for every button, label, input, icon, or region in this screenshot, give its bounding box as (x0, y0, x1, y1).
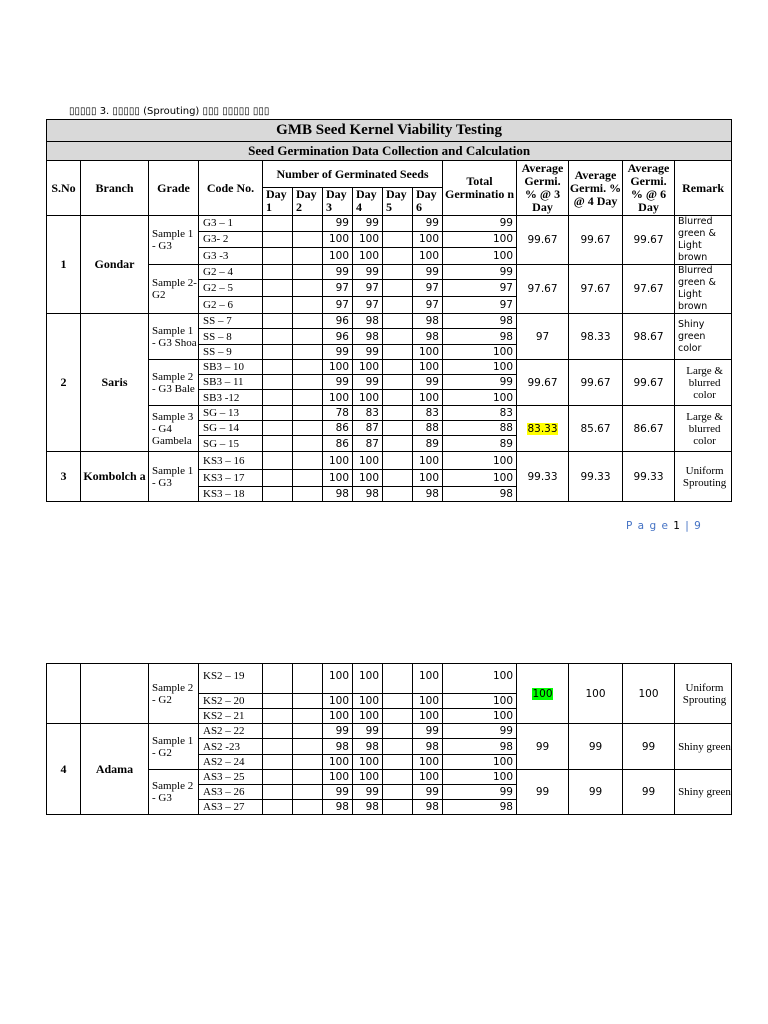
day6-value: 100 (413, 770, 443, 785)
code-cell: KS3 – 16 (199, 452, 263, 470)
day3-value: 100 (323, 709, 353, 724)
table-row (47, 664, 732, 694)
total-value: 100 (443, 248, 517, 265)
day6-value: 88 (413, 421, 443, 436)
day6-value: 100 (413, 231, 443, 248)
day4-value: 98 (353, 487, 383, 502)
avg3-value: 99 (517, 770, 569, 815)
code-cell: SB3 – 10 (199, 360, 263, 375)
branch-sno: 4 (47, 724, 81, 815)
footer-page-number: 1 (673, 520, 681, 532)
day6-value: 89 (413, 436, 443, 452)
avg3-value: 97 (517, 314, 569, 360)
day4-value: 97 (353, 280, 383, 297)
grade-cell: Sample 1 - G2 (149, 724, 199, 770)
avg4-value: 99 (569, 770, 623, 815)
code-cell: G2 – 4 (199, 265, 263, 280)
table-title: GMB Seed Kernel Viability Testing (47, 120, 732, 142)
day6-value: 100 (413, 470, 443, 487)
grade-cell: Sample 1 - G3 Shoa (149, 314, 199, 360)
avg6-value: 99.67 (623, 360, 675, 406)
avg4-value: 99.67 (569, 216, 623, 265)
code-cell: AS2 – 24 (199, 755, 263, 770)
day4-value: 99 (353, 216, 383, 232)
avg6-value: 86.67 (623, 406, 675, 452)
code-cell: SS – 8 (199, 329, 263, 345)
header-sno: S.No (47, 161, 81, 216)
day6-value: 100 (413, 360, 443, 375)
total-value: 100 (443, 470, 517, 487)
total-value: 100 (443, 694, 517, 709)
remark-cell: Large & blurred color (675, 360, 732, 406)
branch-name: Kombolch a (81, 452, 149, 502)
day6-value: 98 (413, 314, 443, 329)
total-value: 100 (443, 770, 517, 785)
code-cell: SB3 – 11 (199, 375, 263, 390)
total-value: 99 (443, 724, 517, 739)
header-code: Code No. (199, 161, 263, 216)
code-cell: AS3 – 25 (199, 770, 263, 785)
total-value: 98 (443, 314, 517, 329)
header-grade: Grade (149, 161, 199, 216)
table-row (47, 452, 732, 470)
total-value: 98 (443, 487, 517, 502)
header-day1: Day 1 (263, 188, 293, 216)
branch-sno: 2 (47, 314, 81, 452)
day4-value: 100 (353, 452, 383, 470)
day3-value: 100 (323, 694, 353, 709)
day6-value: 100 (413, 390, 443, 406)
day6-value: 99 (413, 216, 443, 232)
day4-value: 99 (353, 375, 383, 390)
total-value: 100 (443, 452, 517, 470)
branch-name: Gondar (81, 216, 149, 314)
total-value: 83 (443, 406, 517, 421)
day4-value: 100 (353, 231, 383, 248)
code-cell: AS2 – 22 (199, 724, 263, 739)
header-avg6: Average Germi. % @ 6 Day (623, 161, 675, 216)
code-cell: KS2 – 19 (199, 664, 263, 694)
code-cell: SB3 -12 (199, 390, 263, 406)
total-value: 99 (443, 375, 517, 390)
document-caption: ▯▯▯▯▯ 3. ▯▯▯▯▯ (Sprouting) ▯▯▯ ▯▯▯▯▯ ▯▯▯ (69, 106, 270, 117)
avg4-value: 99.33 (569, 452, 623, 502)
code-cell: SG – 13 (199, 406, 263, 421)
grade-cell: Sample 1 - G3 (149, 216, 199, 265)
avg3-value: 99.67 (517, 216, 569, 265)
branch-name: Adama (81, 724, 149, 815)
day4-value: 100 (353, 664, 383, 694)
remark-cell: Shiny green (675, 724, 732, 770)
total-value: 100 (443, 755, 517, 770)
day3-value: 100 (323, 390, 353, 406)
total-value: 97 (443, 297, 517, 314)
day6-value: 99 (413, 785, 443, 800)
day6-value: 100 (413, 248, 443, 265)
day6-value: 100 (413, 452, 443, 470)
day3-value: 98 (323, 487, 353, 502)
day4-value: 87 (353, 436, 383, 452)
header-remark: Remark (675, 161, 732, 216)
day3-value: 99 (323, 345, 353, 360)
day3-value: 100 (323, 770, 353, 785)
header-day5: Day 5 (383, 188, 413, 216)
total-value: 100 (443, 664, 517, 694)
day6-value: 100 (413, 664, 443, 694)
day6-value: 98 (413, 329, 443, 345)
day4-value: 99 (353, 724, 383, 739)
avg6-value: 98.67 (623, 314, 675, 360)
remark-cell: Shiny green (675, 770, 732, 815)
grade-cell: Sample 2 - G2 (149, 664, 199, 724)
header-germinated: Number of Germinated Seeds (263, 161, 443, 188)
avg6-value: 99 (623, 724, 675, 770)
avg4-value: 85.67 (569, 406, 623, 452)
branch-name: Saris (81, 314, 149, 452)
code-cell: G3 -3 (199, 248, 263, 265)
branch-name-empty (81, 664, 149, 724)
code-cell: KS3 – 18 (199, 487, 263, 502)
header-day4: Day 4 (353, 188, 383, 216)
day3-value: 97 (323, 297, 353, 314)
avg3-value: 99.67 (517, 360, 569, 406)
day6-value: 100 (413, 709, 443, 724)
avg3-value: 99 (517, 724, 569, 770)
avg4-value: 97.67 (569, 265, 623, 314)
avg6-value: 99 (623, 770, 675, 815)
day4-value: 100 (353, 770, 383, 785)
code-cell: SG – 15 (199, 436, 263, 452)
remark-cell: Uniform Sprouting (675, 452, 732, 502)
grade-cell: Sample 2 - G3 Bale (149, 360, 199, 406)
footer-page-total: | 9 (685, 520, 702, 532)
header-branch: Branch (81, 161, 149, 216)
day6-value: 97 (413, 297, 443, 314)
day3-value: 100 (323, 360, 353, 375)
day6-value: 98 (413, 739, 443, 755)
day4-value: 100 (353, 755, 383, 770)
day3-value: 100 (323, 470, 353, 487)
total-value: 97 (443, 280, 517, 297)
total-value: 98 (443, 329, 517, 345)
branch-sno: 1 (47, 216, 81, 314)
day6-value: 100 (413, 694, 443, 709)
day4-value: 98 (353, 800, 383, 815)
total-value: 88 (443, 421, 517, 436)
total-value: 100 (443, 231, 517, 248)
day4-value: 100 (353, 470, 383, 487)
day6-value: 100 (413, 345, 443, 360)
header-day6: Day 6 (413, 188, 443, 216)
total-value: 100 (443, 360, 517, 375)
day4-value: 98 (353, 314, 383, 329)
day6-value: 99 (413, 724, 443, 739)
total-value: 99 (443, 265, 517, 280)
total-value: 89 (443, 436, 517, 452)
grade-cell: Sample 2- G2 (149, 265, 199, 314)
total-value: 99 (443, 216, 517, 232)
day4-value: 97 (353, 297, 383, 314)
day3-value: 96 (323, 314, 353, 329)
germination-table (46, 119, 732, 502)
table-row (47, 406, 732, 421)
day3-value: 78 (323, 406, 353, 421)
highlighted-value: 83.33 (527, 422, 558, 435)
table-row (47, 724, 732, 739)
avg6-value: 99.67 (623, 216, 675, 265)
day4-value: 98 (353, 329, 383, 345)
day3-value: 100 (323, 664, 353, 694)
day6-value: 99 (413, 265, 443, 280)
code-cell: SG – 14 (199, 421, 263, 436)
remark-cell: Large & blurred color (675, 406, 732, 452)
avg4-value: 99.67 (569, 360, 623, 406)
day4-value: 99 (353, 345, 383, 360)
avg3-value (517, 406, 569, 452)
day3-value: 99 (323, 375, 353, 390)
day3-value: 98 (323, 739, 353, 755)
avg6-value: 99.33 (623, 452, 675, 502)
header-avg4: Average Germi. % @ 4 Day (569, 161, 623, 216)
code-cell: AS3 – 26 (199, 785, 263, 800)
day4-value: 98 (353, 739, 383, 755)
avg3-value: 99.33 (517, 452, 569, 502)
day6-value: 98 (413, 800, 443, 815)
header-avg3: Average Germi. % @ 3 Day (517, 161, 569, 216)
avg6-value: 100 (623, 664, 675, 724)
day3-value: 98 (323, 800, 353, 815)
day3-value: 100 (323, 755, 353, 770)
day4-value: 100 (353, 360, 383, 375)
day3-value: 96 (323, 329, 353, 345)
day6-value: 98 (413, 487, 443, 502)
code-cell: SS – 9 (199, 345, 263, 360)
avg3-value: 97.67 (517, 265, 569, 314)
total-value: 98 (443, 800, 517, 815)
day3-value: 100 (323, 452, 353, 470)
day6-value: 97 (413, 280, 443, 297)
day4-value: 100 (353, 390, 383, 406)
day3-value: 99 (323, 216, 353, 232)
table-row (47, 360, 732, 375)
code-cell: SS – 7 (199, 314, 263, 329)
day4-value: 100 (353, 694, 383, 709)
day3-value: 99 (323, 724, 353, 739)
avg4-value: 98.33 (569, 314, 623, 360)
day4-value: 99 (353, 785, 383, 800)
header-total: Total Germinatio n (443, 161, 517, 216)
code-cell: AS3 – 27 (199, 800, 263, 815)
branch-sno: 3 (47, 452, 81, 502)
avg3-value (517, 664, 569, 724)
total-value: 99 (443, 785, 517, 800)
germination-table-continued (46, 663, 732, 815)
day3-value: 99 (323, 785, 353, 800)
page-footer (626, 520, 702, 532)
table-subtitle: Seed Germination Data Collection and Calculation (47, 142, 732, 161)
day6-value: 100 (413, 755, 443, 770)
day3-value: 86 (323, 436, 353, 452)
highlighted-value: 100 (532, 687, 553, 700)
total-value: 100 (443, 709, 517, 724)
day3-value: 97 (323, 280, 353, 297)
day4-value: 99 (353, 265, 383, 280)
day4-value: 87 (353, 421, 383, 436)
grade-cell: Sample 1 - G3 (149, 452, 199, 502)
table-row (47, 216, 732, 232)
code-cell: G3- 2 (199, 231, 263, 248)
day3-value: 100 (323, 231, 353, 248)
header-day3: Day 3 (323, 188, 353, 216)
code-cell: KS2 – 20 (199, 694, 263, 709)
day3-value: 100 (323, 248, 353, 265)
day4-value: 100 (353, 709, 383, 724)
table-row (47, 265, 732, 280)
grade-cell: Sample 3 - G4 Gambela (149, 406, 199, 452)
day6-value: 99 (413, 375, 443, 390)
footer-page-label: P a g e (626, 520, 669, 532)
grade-cell: Sample 2 - G3 (149, 770, 199, 815)
code-cell: KS2 – 21 (199, 709, 263, 724)
day6-value: 83 (413, 406, 443, 421)
code-cell: G2 – 5 (199, 280, 263, 297)
code-cell: G2 – 6 (199, 297, 263, 314)
remark-cell: Blurred green & Light brown (675, 265, 732, 314)
day4-value: 83 (353, 406, 383, 421)
total-value: 100 (443, 390, 517, 406)
code-cell: KS3 – 17 (199, 470, 263, 487)
total-value: 100 (443, 345, 517, 360)
day4-value: 100 (353, 248, 383, 265)
remark-cell: Blurred green & Light brown (675, 216, 732, 265)
avg6-value: 97.67 (623, 265, 675, 314)
code-cell: G3 – 1 (199, 216, 263, 232)
avg4-value: 99 (569, 724, 623, 770)
day3-value: 99 (323, 265, 353, 280)
remark-cell: Shiny green color (675, 314, 732, 360)
branch-sno-empty (47, 664, 81, 724)
day3-value: 86 (323, 421, 353, 436)
code-cell: AS2 -23 (199, 739, 263, 755)
remark-cell: Uniform Sprouting (675, 664, 732, 724)
table-row (47, 770, 732, 785)
avg4-value: 100 (569, 664, 623, 724)
table-row (47, 314, 732, 329)
total-value: 98 (443, 739, 517, 755)
header-day2: Day 2 (293, 188, 323, 216)
